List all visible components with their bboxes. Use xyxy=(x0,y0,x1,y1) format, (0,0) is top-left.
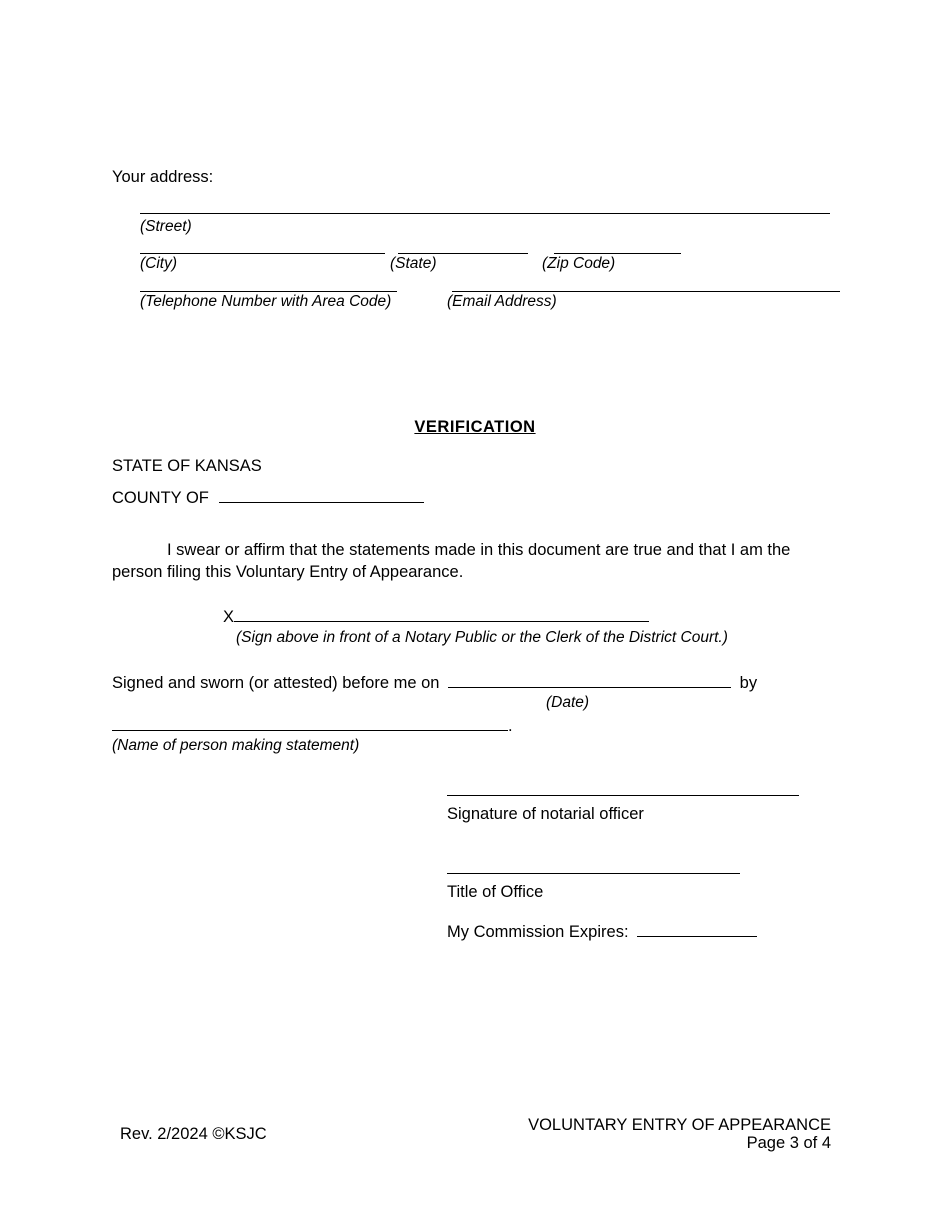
footer-page-number: Page 3 of 4 xyxy=(746,1134,831,1152)
street-fill-line[interactable] xyxy=(140,198,830,214)
state-caption: (State) xyxy=(390,255,437,272)
date-fill-line[interactable] xyxy=(448,672,731,688)
signature-x-mark: X xyxy=(223,608,235,626)
email-caption: (Email Address) xyxy=(447,293,557,310)
phone-caption: (Telephone Number with Area Code) xyxy=(140,293,392,310)
verification-heading: VERIFICATION xyxy=(414,418,536,436)
phone-fill-line[interactable] xyxy=(140,276,397,292)
sworn-before-me-text: Signed and sworn (or attested) before me on xyxy=(112,674,440,692)
street-caption: (Street) xyxy=(140,218,192,235)
zip-fill-line[interactable] xyxy=(554,238,681,254)
signature-fill-line[interactable] xyxy=(234,606,649,622)
state-fill-line[interactable] xyxy=(398,238,528,254)
notary-signature-label: Signature of notarial officer xyxy=(447,805,644,823)
notary-signature-fill-line[interactable] xyxy=(447,780,799,796)
date-caption: (Date) xyxy=(546,694,590,711)
county-of-label: COUNTY OF xyxy=(112,489,209,507)
sworn-by-text: by xyxy=(739,674,758,692)
oath-paragraph: I swear or affirm that the statements made in this document are true and that I am the person filing this Voluntary Entry of Appearance. xyxy=(112,541,791,581)
city-fill-line[interactable] xyxy=(140,238,385,254)
statement-name-caption: (Name of person making statement) xyxy=(112,737,360,754)
title-of-office-label: Title of Office xyxy=(447,883,544,901)
state-of-kansas-line: STATE OF KANSAS xyxy=(112,457,262,475)
address-section-label: Your address: xyxy=(112,168,214,186)
county-fill-line[interactable] xyxy=(219,487,424,503)
name-line-period: . xyxy=(508,717,513,735)
statement-name-fill-line[interactable] xyxy=(112,715,508,731)
commission-expires-label: My Commission Expires: xyxy=(447,923,629,941)
signature-caption: (Sign above in front of a Notary Public or the Clerk of the District Court.) xyxy=(236,629,728,646)
commission-expires-fill-line[interactable] xyxy=(637,921,757,937)
footer-form-title: VOLUNTARY ENTRY OF APPEARANCE xyxy=(528,1116,831,1134)
email-fill-line[interactable] xyxy=(452,276,840,292)
footer-revision-text: Rev. 2/2024 ©KSJC xyxy=(120,1125,267,1143)
city-caption: (City) xyxy=(140,255,178,272)
title-of-office-fill-line[interactable] xyxy=(447,858,740,874)
zip-caption: (Zip Code) xyxy=(542,255,616,272)
